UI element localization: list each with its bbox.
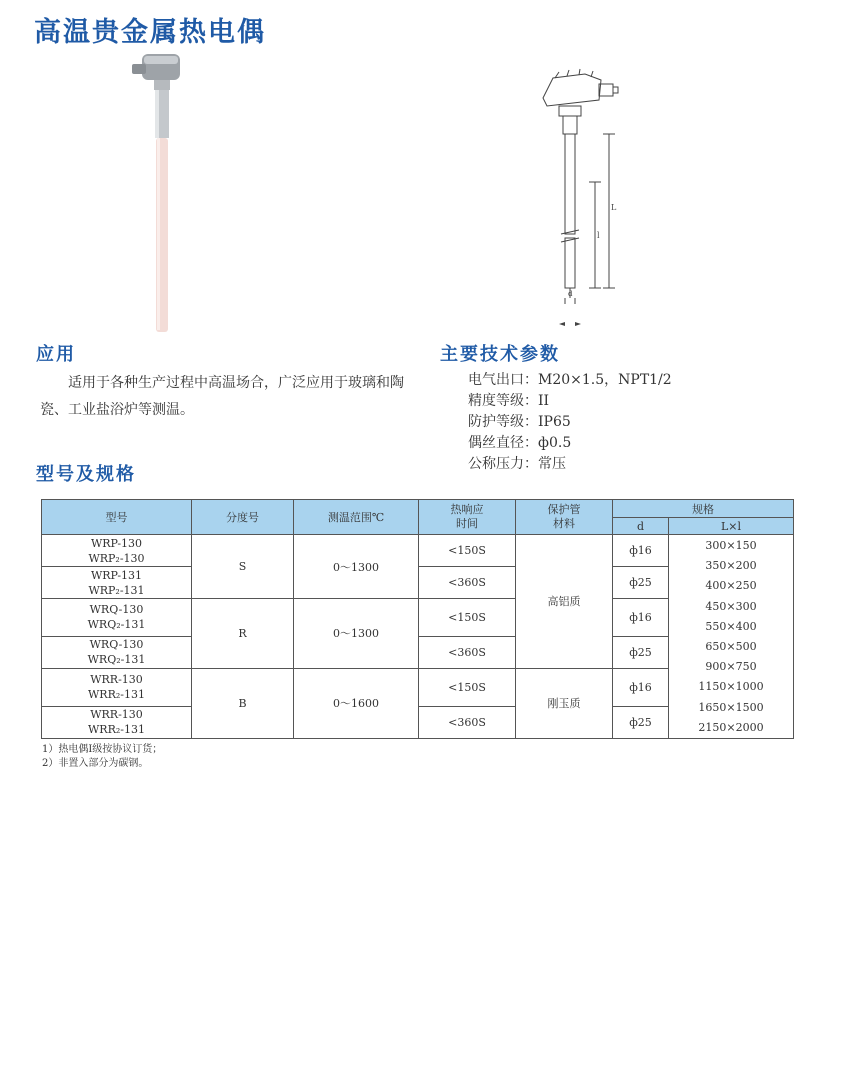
d-cell: ф25 <box>613 636 669 668</box>
response-cell: <360S <box>419 567 516 599</box>
response-cell: <150S <box>419 535 516 567</box>
table-row <box>42 535 794 567</box>
model-cell: WRR-130 WRR₂-131 <box>42 668 192 706</box>
range-cell: 0～1300 <box>294 599 419 669</box>
response-cell: <360S <box>419 636 516 668</box>
model-cell: WRQ-130 WRQ₂-131 <box>42 599 192 637</box>
d-cell: ф25 <box>613 706 669 738</box>
tech-params-list <box>468 370 672 475</box>
thermocouple-photo-icon <box>130 50 190 340</box>
material-cell: 刚玉质 <box>516 668 613 738</box>
lxl-value: 1650×1500 <box>698 700 764 714</box>
header-model: 型号 <box>42 500 192 535</box>
application-heading: 应用 <box>36 344 76 365</box>
response-cell: <360S <box>419 706 516 738</box>
lxl-cell <box>669 535 794 739</box>
model-cell: WRQ-130 WRQ₂-131 <box>42 636 192 668</box>
lxl-value: 650×500 <box>705 639 757 653</box>
range-cell: 0～1300 <box>294 535 419 599</box>
param-pressure: 公称压力：常压 <box>468 456 566 472</box>
grade-cell: S <box>192 535 294 599</box>
application-paragraph: 适用于各种生产过程中高温场合，广泛应用于玻璃和陶瓷、工业盐浴炉等测温。 <box>40 375 404 418</box>
application-text <box>40 370 410 424</box>
d-cell: ф16 <box>613 535 669 567</box>
range-cell: 0～1600 <box>294 668 419 738</box>
param-wire-diameter: 偶丝直径：ф0.5 <box>468 435 572 451</box>
model-cell: WRR-130 WRR₂-131 <box>42 706 192 738</box>
lxl-value: 1150×1000 <box>698 680 764 694</box>
diameter-label: d <box>568 290 573 298</box>
header-grade: 分度号 <box>192 500 294 535</box>
header-d: d <box>613 518 669 535</box>
param-electrical-outlet: 电气出口：M20×1.5，NPT1/2 <box>468 372 672 388</box>
spec-table <box>41 499 794 739</box>
model-cell: WRP-130 WRP₂-130 <box>42 535 192 567</box>
lxl-value: 2150×2000 <box>698 720 764 734</box>
header-material: 保护管 材料 <box>516 500 613 535</box>
lxl-value: 550×400 <box>705 619 757 633</box>
header-spec: 规格 <box>613 500 794 518</box>
param-accuracy: 精度等级：II <box>468 393 550 409</box>
param-protection: 防护等级：IP65 <box>468 414 571 430</box>
lxl-value: 350×200 <box>705 559 757 573</box>
grade-cell: B <box>192 668 294 738</box>
header-response: 热响应 时间 <box>419 500 516 535</box>
d-cell: ф25 <box>613 567 669 599</box>
dimension-drawing-icon <box>525 60 635 335</box>
footnotes <box>42 743 162 771</box>
footnote: 1）热电偶I级按协议订货； <box>42 744 163 755</box>
insert-length-label: l <box>597 231 600 240</box>
length-label: L <box>611 203 617 212</box>
lxl-value: 400×250 <box>705 579 757 593</box>
grade-cell: R <box>192 599 294 669</box>
lxl-value: 300×150 <box>705 539 757 552</box>
lxl-value: 900×750 <box>705 660 757 674</box>
d-cell: ф16 <box>613 599 669 637</box>
header-lxl: L×l <box>669 518 794 535</box>
header-range: 测温范围℃ <box>294 500 419 535</box>
response-cell: <150S <box>419 668 516 706</box>
tech-params-heading: 主要技术参数 <box>440 344 560 365</box>
lxl-value: 450×300 <box>705 599 757 613</box>
models-heading: 型号及规格 <box>36 464 136 485</box>
model-cell: WRP-131 WRP₂-131 <box>42 567 192 599</box>
page-title: 高温贵金属热电偶 <box>34 17 266 48</box>
footnote: 2）非置入部分为碳钢。 <box>42 758 149 769</box>
d-cell: ф16 <box>613 668 669 706</box>
material-cell: 高铝质 <box>516 535 613 669</box>
response-cell: <150S <box>419 599 516 637</box>
